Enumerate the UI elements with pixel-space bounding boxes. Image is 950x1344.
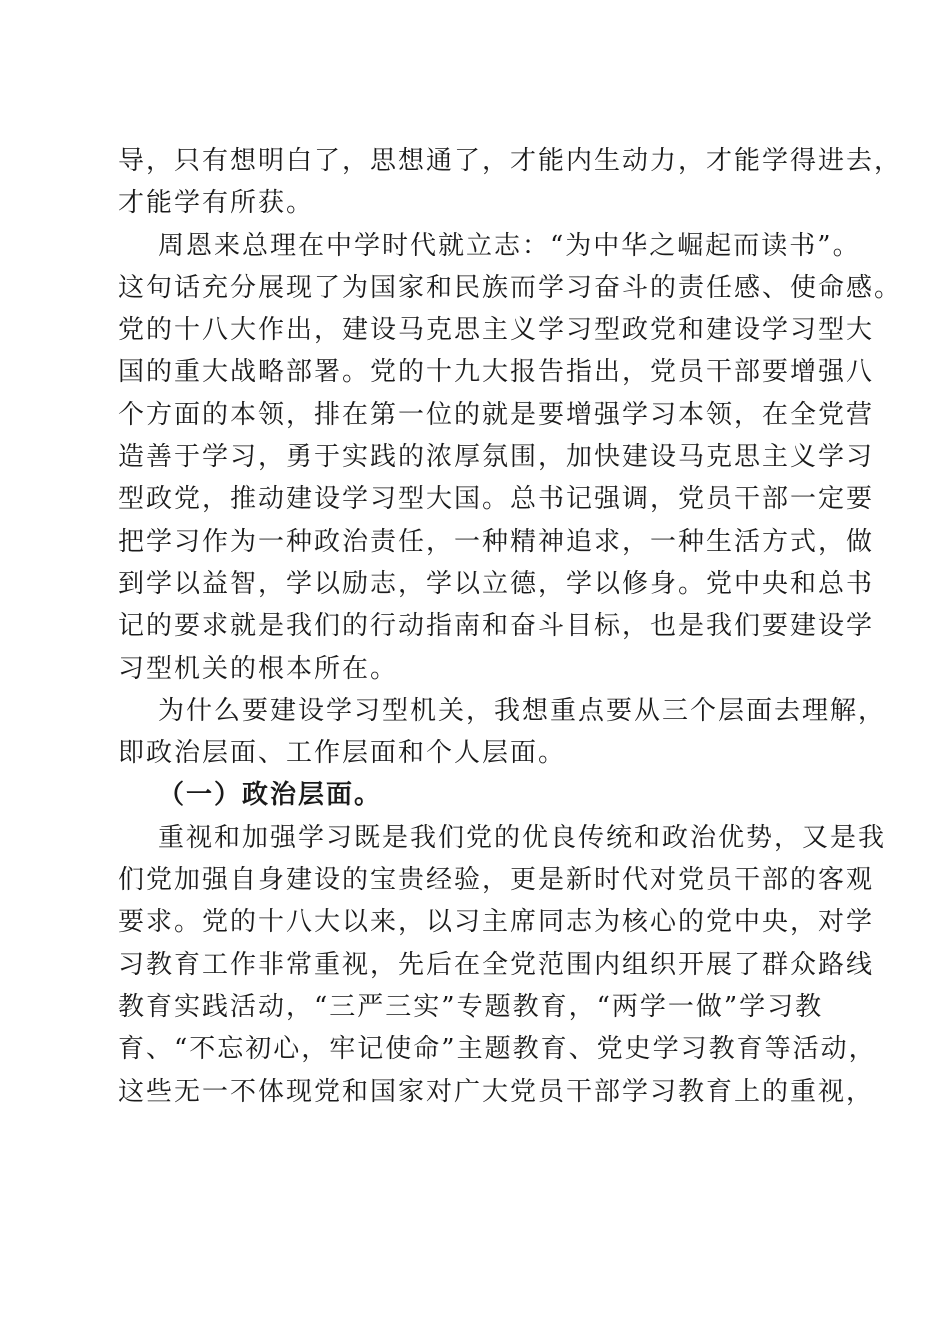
text-line: 教育实践活动，“三严三实”专题教育，“两学一做”学习教 <box>118 991 824 1022</box>
section-heading: （一）政治层面。 <box>158 780 383 811</box>
text-line: 把学习作为一种政治责任，一种精神追求，一种生活方式，做 <box>118 526 875 557</box>
text-line: 习教育工作非常重视，先后在全党范围内组织开展了群众路线 <box>118 949 875 980</box>
text-line: 才能学有所获。 <box>118 188 315 219</box>
text-line: 造善于学习，勇于实践的浓厚氛围，加快建设马克思主义学习 <box>118 442 875 473</box>
paragraph-start-line: 重视和加强学习既是我们党的优良传统和政治优势，又是我 <box>158 822 887 853</box>
text-line: 记的要求就是我们的行动指南和奋斗目标，也是我们要建设学 <box>118 611 875 642</box>
text-line: 党的十八大作出，建设马克思主义学习型政党和建设学习型大 <box>118 315 875 346</box>
text-line: 个方面的本领，排在第一位的就是要增强学习本领，在全党营 <box>118 399 875 430</box>
text-line: 导，只有想明白了，思想通了，才能内生动力，才能学得进去， <box>118 146 903 176</box>
text-line: 型政党，推动建设学习型大国。总书记强调，党员干部一定要 <box>118 484 875 515</box>
paragraph-start-line: 为什么要建设学习型机关，我想重点要从三个层面去理解， <box>158 695 887 726</box>
text-line: 这句话充分展现了为国家和民族而学习奋斗的责任感、使命感。 <box>118 272 903 303</box>
text-line: 到学以益智，学以励志，学以立德，学以修身。党中央和总书 <box>118 568 875 599</box>
text-line: 育、“不忘初心，牢记使命”主题教育、党史学习教育等活动， <box>118 1034 877 1065</box>
paragraph-start-line: 周恩来总理在中学时代就立志：“为中华之崛起而读书”。 <box>158 230 861 261</box>
text-line: 要求。党的十八大以来，以习主席同志为核心的党中央，对学 <box>118 907 875 938</box>
text-line: 们党加强自身建设的宝贵经验，更是新时代对党员干部的客观 <box>118 865 875 896</box>
text-line: 即政治层面、工作层面和个人层面。 <box>118 738 567 769</box>
text-line: 习型机关的根本所在。 <box>118 653 399 684</box>
document-body <box>118 140 903 1113</box>
text-line: 这些无一不体现党和国家对广大党员干部学习教育上的重视， <box>118 1076 875 1107</box>
text-line: 国的重大战略部署。党的十九大报告指出，党员干部要增强八 <box>118 357 875 388</box>
